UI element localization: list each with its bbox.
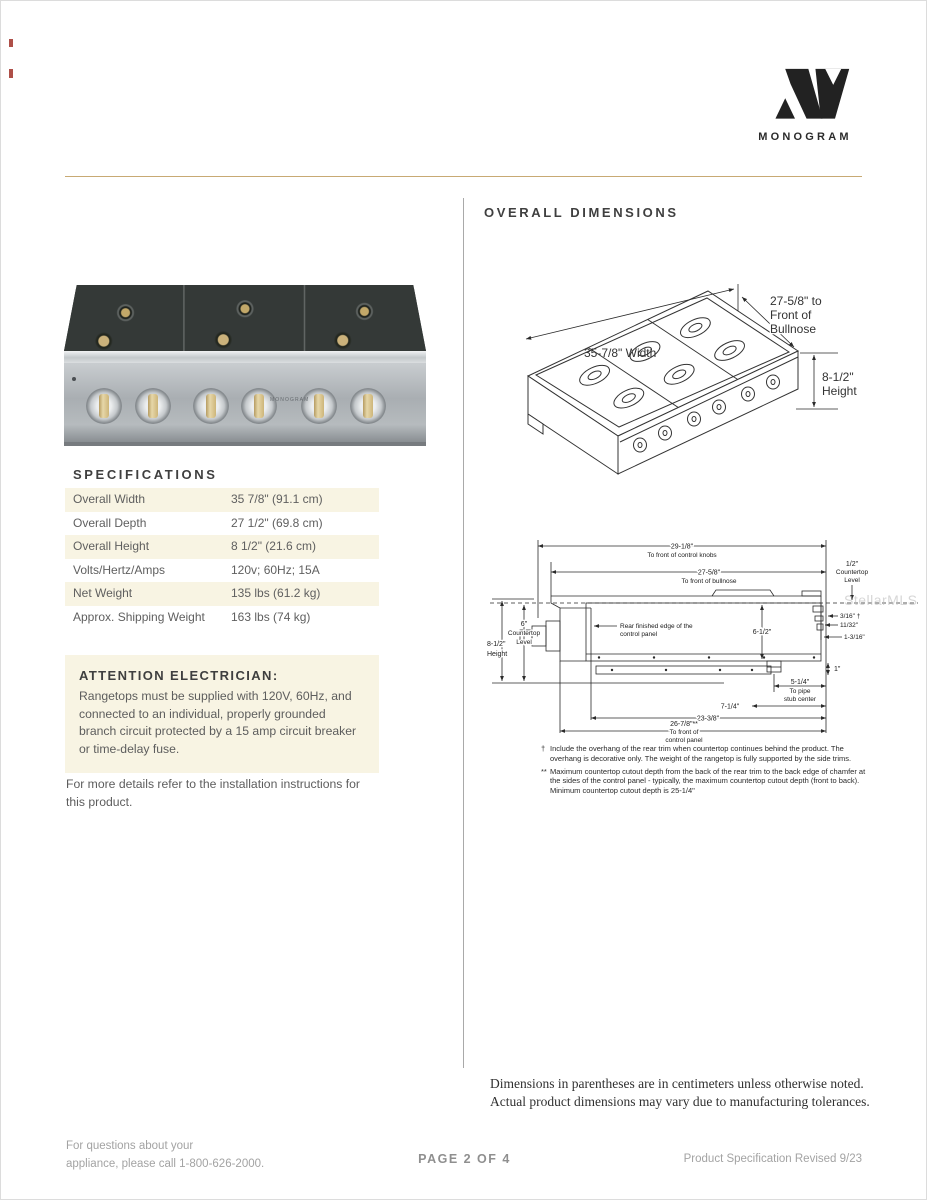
below-counter-label: Countertop <box>507 630 541 637</box>
rear-edge-label: control panel <box>620 631 658 638</box>
iso-height-label: Height <box>822 384 857 398</box>
spec-label: Volts/Hertz/Amps <box>73 562 166 577</box>
pipe-stub-label: To pipe <box>789 688 811 695</box>
spec-value: 35 7/8" (91.1 cm) <box>231 492 323 506</box>
more-details-note: For more details refer to the installation instructions for this product. <box>66 777 360 810</box>
rear-trim-dim: 3/16" † <box>840 613 861 620</box>
scan-mark <box>9 39 13 47</box>
burner-knob <box>193 388 229 424</box>
height-label: 8-1/2" <box>487 641 506 648</box>
dim-26-label: 26-7/8"** <box>670 721 698 728</box>
dimensions-note-line: Actual product dimensions may vary due to manufacturing tolerances. <box>490 1094 870 1110</box>
countertop-label: Level <box>844 577 860 584</box>
dim-29-label: 29-1/8" <box>670 543 694 551</box>
indicator-dot <box>72 377 76 381</box>
attention-heading: ATTENTION ELECTRICIAN: <box>79 668 279 683</box>
iso-depth-label: Front of <box>770 308 812 322</box>
watermark: StellarMLS <box>844 592 918 608</box>
spec-label: Overall Height <box>73 539 150 553</box>
countertop-label: Countertop <box>835 569 869 576</box>
column-divider <box>463 198 464 1068</box>
diagram-footnotes <box>541 744 877 799</box>
monogram-logo-icon <box>771 65 851 119</box>
rangetop-grates <box>64 285 426 351</box>
table-row <box>65 606 379 630</box>
burner-knob <box>135 388 171 424</box>
specifications-table <box>65 488 379 629</box>
header-divider <box>65 176 862 177</box>
dim-6-5-label: 6-1/2" <box>752 629 772 636</box>
table-row <box>65 512 379 536</box>
table-row <box>65 582 379 606</box>
burner-knob <box>350 388 386 424</box>
dim-29-sublabel: To front of control knobs <box>647 552 717 559</box>
table-row <box>65 488 379 512</box>
footer-help-line: appliance, please call 1-800-626-2000. <box>66 1157 265 1170</box>
spec-label: Overall Width <box>73 492 146 506</box>
table-row <box>65 559 379 583</box>
footnote-text: Maximum countertop cutout depth from the back of the rear trim to the back edge of chamfer at the sides of the control panel - typically, the maximum countertop cutout depth (front to back). Minimum countertop cutout depth is 25-1/4" <box>550 766 866 795</box>
attention-electrician-box <box>65 655 379 773</box>
burner-knob <box>241 388 277 424</box>
rear-trim-dim: 11/32" <box>840 622 859 629</box>
footnote-marker: ** <box>541 766 547 776</box>
spec-label: Net Weight <box>73 586 133 600</box>
burner-knob <box>301 388 337 424</box>
height-label: Height <box>487 651 508 658</box>
dimensions-note <box>490 1075 870 1111</box>
dim-1-label: 1" <box>834 666 841 673</box>
spec-value: 135 lbs (61.2 kg) <box>231 586 321 600</box>
table-row <box>65 535 379 559</box>
footnote <box>541 767 877 796</box>
countertop-half-dim: 1/2" <box>845 561 859 568</box>
footnote-text: Include the overhang of the rear trim when countertop continues behind the product. The overhang is decorative only. The weight of the rangetop is fully supported by the side trims. <box>550 744 852 763</box>
revision-text: Product Specification Revised 9/23 <box>683 1153 862 1165</box>
brand-name: MONOGRAM <box>758 131 852 143</box>
pipe-stub-label: stub center <box>783 696 817 703</box>
spec-value: 163 lbs (74 kg) <box>231 609 311 624</box>
rear-edge-label: Rear finished edge of the <box>620 623 693 630</box>
below-counter-label: Level <box>516 639 532 646</box>
iso-width-label: 35-7/8" Width <box>584 346 657 360</box>
side-view-diagram <box>484 528 924 746</box>
rear-trim-dim: 1-3/16" <box>844 634 865 641</box>
dim-27-sublabel: To front of bullnose <box>681 578 737 585</box>
dim-23-label: 23-3/8" <box>696 715 720 723</box>
spec-value: 27 1/2" (69.8 cm) <box>231 515 323 530</box>
iso-depth-label: 27-5/8" to <box>770 294 822 308</box>
product-badge: MONOGRAM <box>270 397 310 403</box>
dimensions-note-line: Dimensions in parentheses are in centimeters unless otherwise noted. <box>490 1076 864 1091</box>
footer-help-line: For questions about your <box>66 1140 194 1152</box>
footnote-marker: † <box>541 744 546 753</box>
spec-label: Overall Depth <box>73 515 147 530</box>
iso-depth-label: Bullnose <box>770 322 817 336</box>
dim-26-sublabel: control panel <box>665 737 703 744</box>
iso-height-label: 8-1/2" <box>822 370 854 384</box>
dim-26-sublabel: To front of <box>669 729 699 736</box>
rangetop-rim <box>64 351 426 363</box>
overall-dimensions-heading: OVERALL DIMENSIONS <box>484 205 679 220</box>
spec-value: 120v; 60Hz; 15A <box>231 562 320 577</box>
pipe-stub-dim: 5-1/4" <box>790 679 810 686</box>
page-number: PAGE 2 OF 4 <box>418 1152 511 1166</box>
dim-27-label: 27-5/8" <box>697 569 721 577</box>
footnote <box>541 744 877 764</box>
spec-label: Approx. Shipping Weight <box>73 609 205 624</box>
specifications-heading: SPECIFICATIONS <box>73 467 218 482</box>
attention-body: Rangetops must be supplied with 120V, 60Hz, and connected to an individual, properly grounded branch circuit protected by a 15 amp circuit breaker or time-delay fuse. <box>79 689 357 757</box>
spec-value: 8 1/2" (21.6 cm) <box>231 539 316 553</box>
isometric-diagram <box>498 281 908 506</box>
burner-knob <box>86 388 122 424</box>
scan-mark <box>9 69 13 78</box>
product-photo <box>64 285 426 452</box>
dim-7-25-label: 7-1/4" <box>720 703 740 711</box>
below-counter-dim: 6" <box>520 621 528 628</box>
